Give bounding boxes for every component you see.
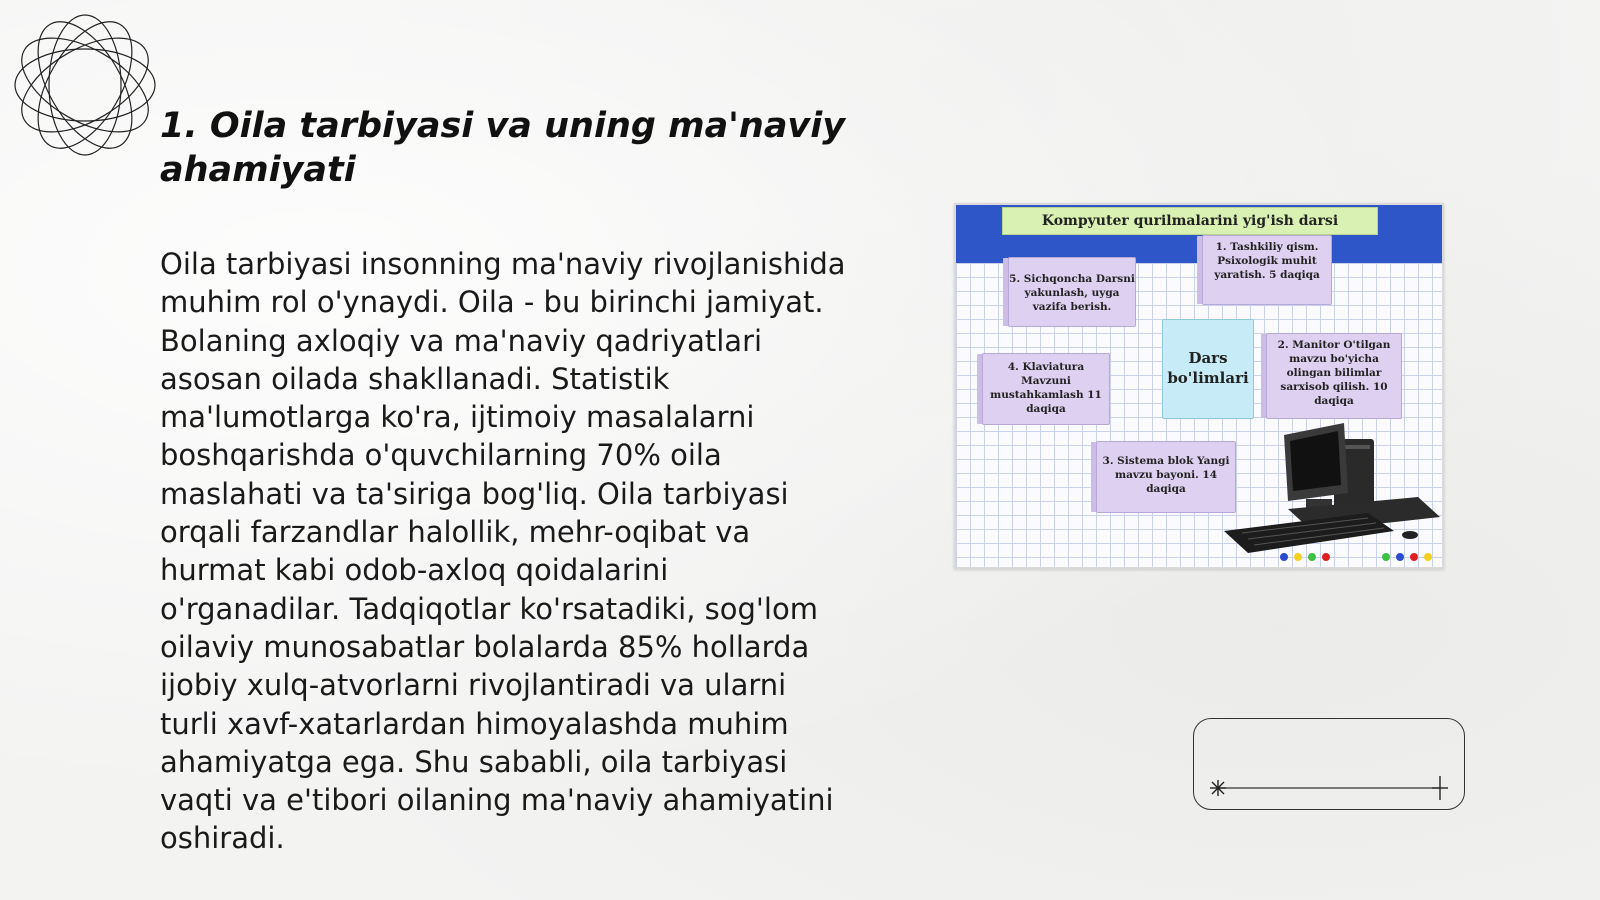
scroll-part-2: 2. Manitor O'tilgan mavzu bo'yicha olingan bilimlar sarxisob qilish. 10 daqiqa	[1266, 333, 1402, 419]
lesson-slide-image	[954, 203, 1444, 569]
scroll-part-5: 5. Sichqoncha Darsni yakunlash, uyga vazifa berish.	[1008, 257, 1136, 327]
computer-icon	[1218, 421, 1444, 565]
page-title: 1. Oila tarbiyasi va uning ma'naviy ahamiyati	[160, 106, 846, 190]
decorative-circles-icon	[10, 10, 160, 160]
scroll-part-1: 1. Tashkiliy qism. Psixologik muhit yaratish. 5 daqiqa	[1202, 235, 1332, 305]
body-paragraph: Oila tarbiyasi insonning ma'naviy rivojlanishida muhim rol o'ynaydi. Oila - bu birinchi jamiyat. Bolaning axloqiy va ma'naviy qadriyatlari asosan oilada shakllanadi. Statistik ma'lumotlarga ko'ra, ijtimoiy masalalarni boshqarishda o'quvchilarning 70% oila maslahati va ta'siriga bog'liq. Oila tarbiyasi orqali farzandlar halollik, mehr-oqibat va hurmat kabi odob-axloq qoidalarini o'rganadilar. Tadqiqotlar ko'rsatadiki, sog'lom oilaviy munosabatlar bolalarda 85% hollarda ijobiy xulq-atvorlarni rivojlantiradi va ularni turli xavf-xatarlardan himoyalashda muhim ahamiyatga ega. Shu sababli, oila tarbiyasi vaqti va e'tibori oilaning ma'naviy ahamiyatini oshiradi.	[160, 247, 846, 856]
star-line-icon	[1194, 719, 1466, 811]
scroll-part-4: 4. Klaviatura Mavzuni mustahkamlash 11 daqiqa	[982, 353, 1110, 425]
decorative-outline-box	[1193, 718, 1465, 810]
scroll-center: Dars bo'limlari	[1162, 319, 1254, 419]
decorative-dots-icon	[1276, 551, 1436, 563]
slide-title: Kompyuter qurilmalarini yig'ish darsi	[1002, 207, 1378, 235]
scroll-part-3: 3. Sistema blok Yangi mavzu bayoni. 14 daqiqa	[1096, 441, 1236, 513]
